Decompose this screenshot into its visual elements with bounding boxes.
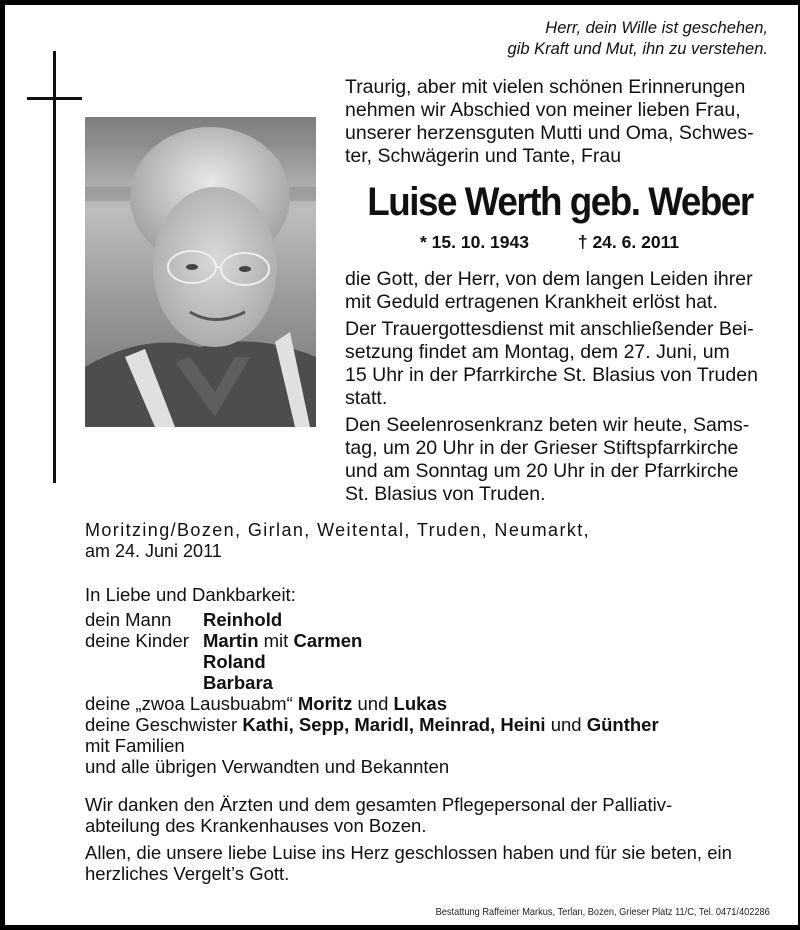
- motto-line-1: Herr, dein Wille ist geschehen,: [545, 19, 768, 37]
- places-line: Moritzing/Bozen, Girlan, Weitental, Truden, Neumarkt,: [85, 520, 591, 540]
- paragraph-line: St. Blasius von Truden.: [345, 483, 546, 505]
- intro-line: nehmen wir Abschied von meiner lieben Frau,: [345, 99, 741, 121]
- family-label: dein Mann: [85, 609, 172, 630]
- thanks-paragraph-staff: [85, 794, 775, 836]
- family-row-child: [85, 651, 659, 672]
- family-name: Roland: [203, 651, 266, 672]
- family-name: Lukas: [393, 693, 447, 714]
- thanks-line: abteilung des Krankenhauses von Bozen.: [85, 815, 427, 836]
- intro-line: Traurig, aber mit vielen schönen Erinnerungen: [345, 76, 746, 98]
- paragraph-line: die Gott, der Herr, von dem langen Leiden ihrer: [345, 268, 753, 290]
- paragraph-line: und am Sonntag um 20 Uhr in der Pfarrkirche: [345, 460, 739, 482]
- family-name: Kathi, Sepp, Maridl, Meinrad, Heini: [242, 714, 546, 735]
- cross-icon-horizontal: [27, 97, 82, 100]
- deceased-name: Luise Werth geb. Weber: [367, 180, 753, 224]
- death-date: † 24. 6. 2011: [577, 232, 680, 252]
- thanks-line: Allen, die unsere liebe Luise ins Herz geschlossen haben und für sie beten, ein: [85, 842, 732, 863]
- family-row-children: [85, 630, 659, 651]
- motto-line-2: gib Kraft und Mut, ihn zu verstehen.: [507, 40, 768, 58]
- cross-icon-vertical: [53, 51, 56, 483]
- portrait-photo: [85, 117, 316, 427]
- paragraph-line: tag, um 20 Uhr in der Grieser Stiftspfarrkirche: [345, 437, 739, 459]
- family-heading: In Liebe und Dankbarkeit:: [85, 584, 296, 605]
- family-name: Günther: [586, 714, 659, 735]
- portrait-illustration: [85, 117, 316, 427]
- undertaker-credit: Bestattung Raffeiner Markus, Terlan, Bozen, Grieser Platz 11/C, Tel. 0471/402286: [435, 906, 770, 918]
- family-name: Moritz: [297, 693, 353, 714]
- release-paragraph: [345, 268, 775, 314]
- connector-text: und: [357, 693, 389, 714]
- family-name: Carmen: [293, 630, 363, 651]
- funeral-service-paragraph: [345, 318, 775, 410]
- connector-text: mit: [263, 630, 289, 651]
- family-row-others: und alle übrigen Verwandten und Bekannten: [85, 756, 450, 777]
- family-label: deine Kinder: [85, 630, 189, 651]
- rosary-paragraph: [345, 414, 775, 506]
- life-dates: [420, 232, 679, 253]
- notice-date: am 24. Juni 2011: [85, 541, 222, 561]
- intro-line: ter, Schwägerin und Tante, Frau: [345, 145, 622, 167]
- thanks-line: Wir danken den Ärzten und dem gesamten Pflegepersonal der Palliativ-: [85, 794, 673, 815]
- paragraph-line: setzung findet am Montag, dem 27. Juni, um: [345, 341, 730, 363]
- birth-date: * 15. 10. 1943: [420, 232, 529, 252]
- family-list: [85, 584, 659, 777]
- thanks-line: herzliches Vergelt’s Gott.: [85, 863, 290, 884]
- paragraph-line: 15 Uhr in der Pfarrkirche St. Blasius von Truden: [345, 364, 758, 386]
- connector-text: und: [550, 714, 582, 735]
- family-name: Reinhold: [203, 609, 283, 630]
- family-row-child: [85, 672, 659, 693]
- family-row-husband: [85, 609, 659, 630]
- intro-text: [345, 76, 775, 168]
- paragraph-line: mit Geduld ertragenen Krankheit erlöst hat.: [345, 291, 718, 313]
- paragraph-line: Den Seelenrosenkranz beten wir heute, Sams-: [345, 414, 750, 436]
- family-name: Barbara: [203, 672, 273, 693]
- paragraph-line: statt.: [345, 387, 388, 409]
- paragraph-line: Der Trauergottesdienst mit anschließender Bei-: [345, 318, 754, 340]
- family-name: Martin: [203, 630, 259, 651]
- thanks-section: [85, 794, 775, 890]
- family-row-families: mit Familien: [85, 735, 185, 756]
- motto-verse: [508, 18, 768, 60]
- family-row-grandchildren: [85, 693, 659, 714]
- family-row-siblings: [85, 714, 659, 735]
- family-label: deine Geschwister: [85, 714, 238, 735]
- thanks-paragraph-all: [85, 842, 775, 884]
- family-label: deine „zwoa Lausbuabm“: [85, 693, 293, 714]
- intro-line: unserer herzensguten Mutti und Oma, Schwes-: [345, 122, 754, 144]
